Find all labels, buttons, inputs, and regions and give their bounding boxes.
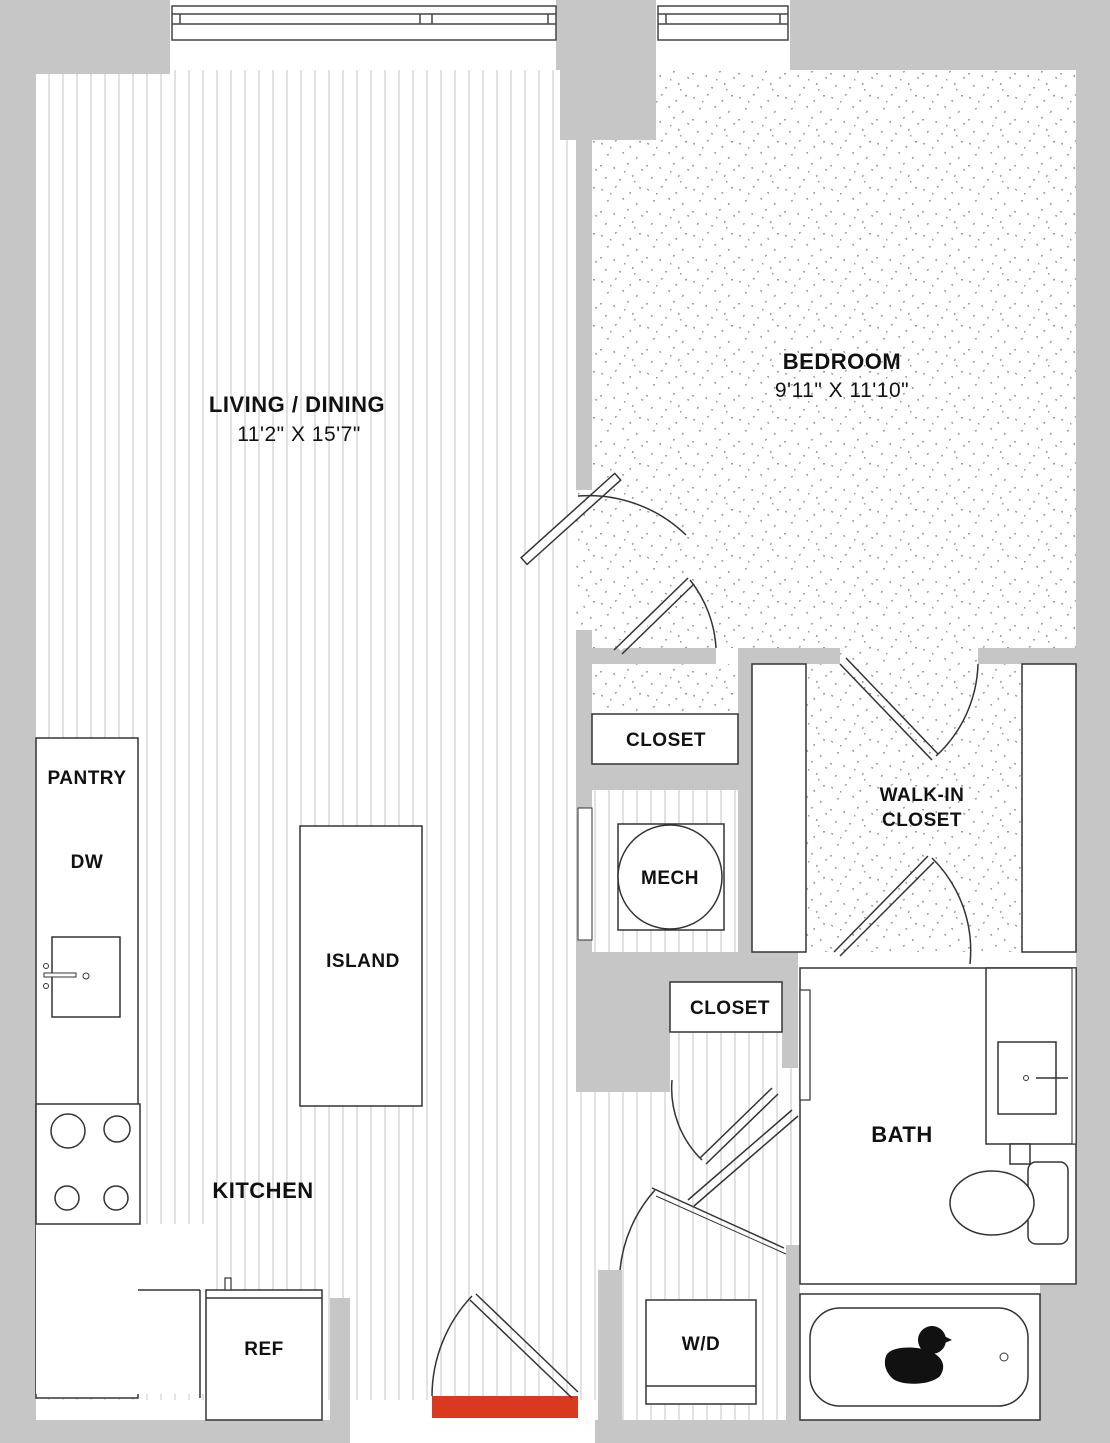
kitchen-label: KITCHEN <box>212 1178 314 1203</box>
living-room-name: LIVING / DINING <box>208 392 386 417</box>
cooktop <box>36 1104 140 1224</box>
bath-vanity <box>986 968 1076 1144</box>
pantry-label: PANTRY <box>47 768 127 789</box>
window-living <box>172 6 556 40</box>
refrigerator-label: REF <box>244 1339 284 1360</box>
towel-bar <box>800 990 810 1100</box>
mech-label: MECH <box>641 868 699 889</box>
bedroom-name: BEDROOM <box>782 349 902 374</box>
entry-threshold <box>350 1418 595 1443</box>
walkin-closet-label-line1: WALK-IN <box>879 785 965 806</box>
island-label: ISLAND <box>326 951 400 972</box>
hall-closet-label: CLOSET <box>689 998 771 1019</box>
kitchen-return-counter <box>36 1224 204 1394</box>
bath-label: BATH <box>871 1122 933 1147</box>
walkin-closet-label-line2: CLOSET <box>881 810 963 831</box>
dishwasher-label: DW <box>70 852 104 873</box>
entry-door-marker <box>432 1396 578 1418</box>
living-room-dimensions: 11'2" X 15'7" <box>237 423 361 446</box>
closet-label: CLOSET <box>625 730 707 751</box>
kitchen-sink <box>44 937 121 1017</box>
bedroom-dimensions: 9'11" X 11'10" <box>774 379 910 402</box>
window-bedroom <box>658 6 788 40</box>
washer-dryer-label: W/D <box>681 1334 721 1355</box>
